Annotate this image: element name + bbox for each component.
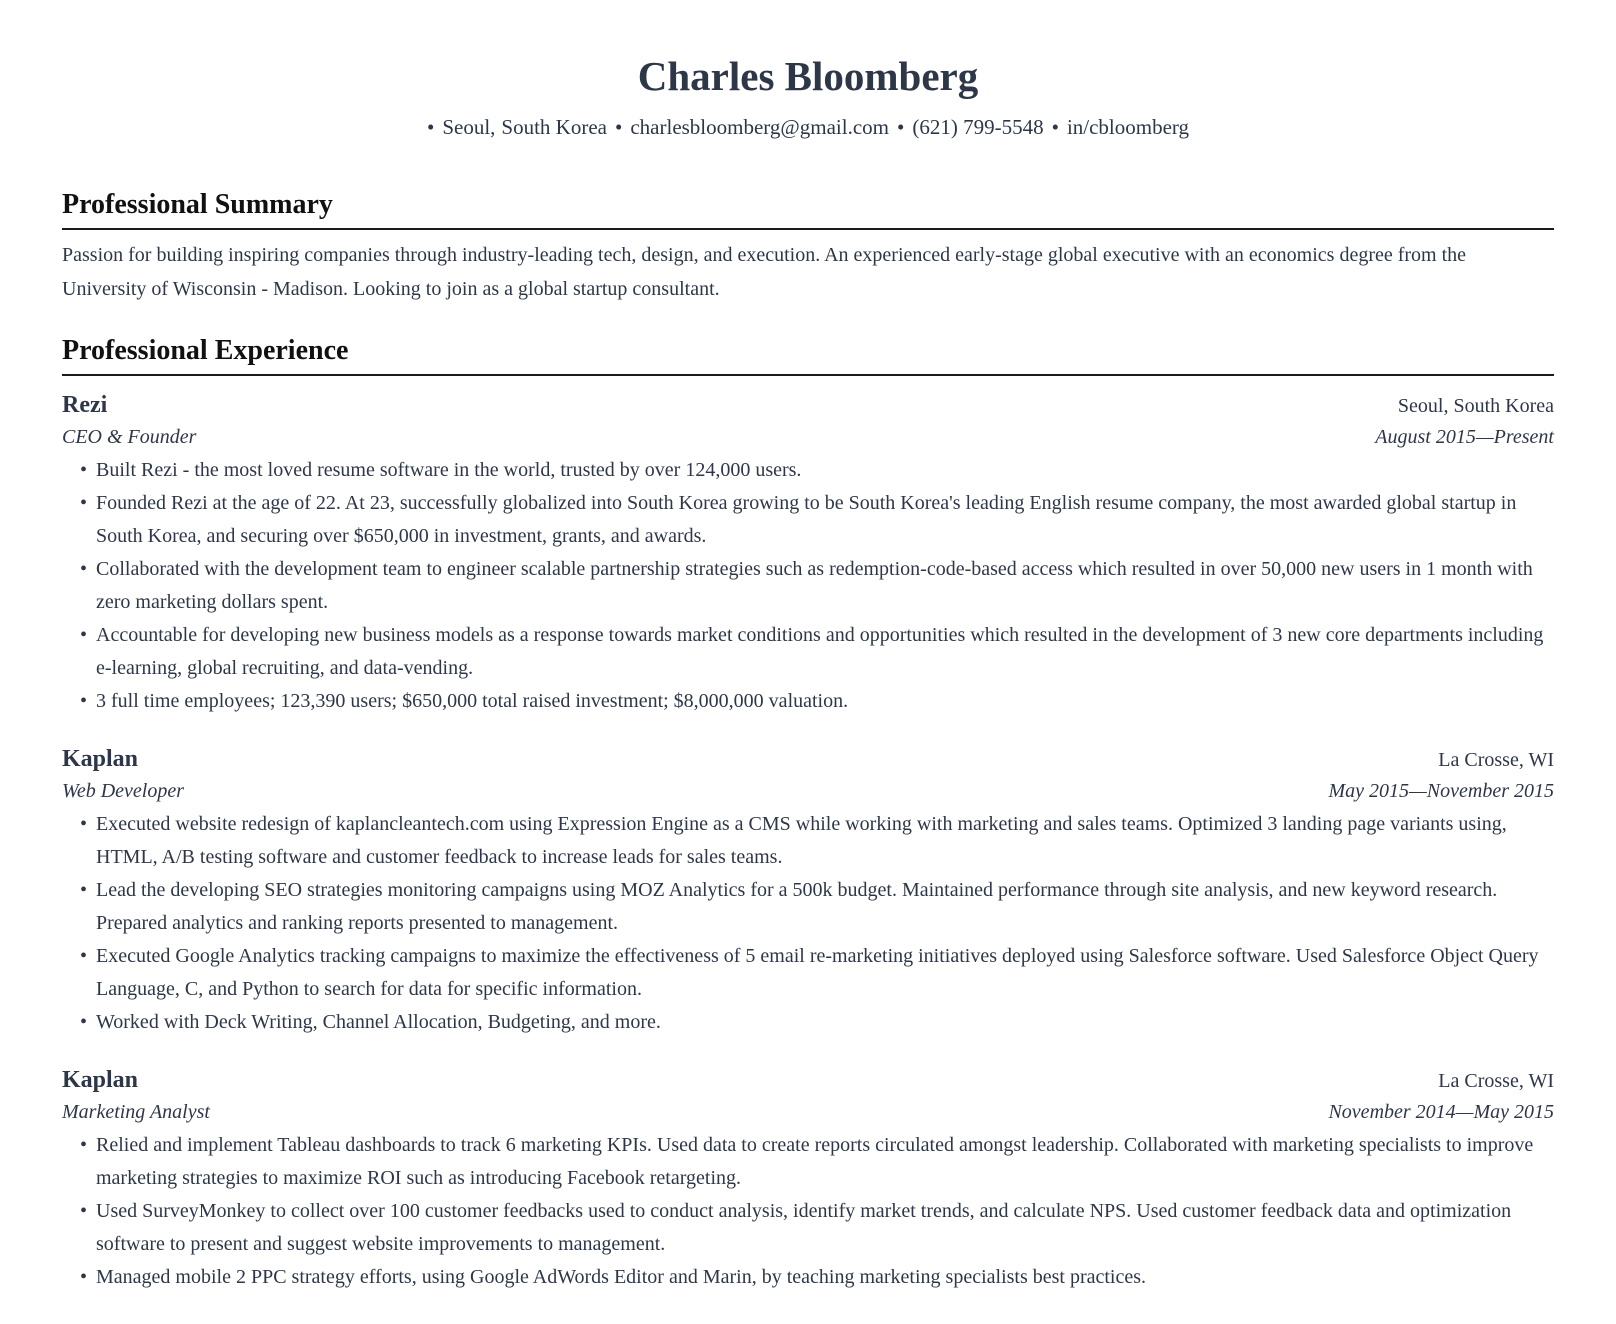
job-bullet: • 3 full time employees; 123,390 users; $650,000 total raised investment; $8,000,000 valuation. — [96, 685, 1554, 718]
job-role-row — [62, 1097, 1554, 1127]
job-bullet: • Relied and implement Tableau dashboards to track 6 marketing KPIs. Used data to create reports circulated amongst leadership. Collaborated with marketing specialists to improve marketing strategies to maximize ROI such as introducing Facebook retargeting. — [96, 1129, 1554, 1195]
contact-country: South Korea — [501, 115, 607, 139]
contact-phone[interactable]: (621) 799-5548 — [912, 115, 1044, 139]
company-name: Rezi — [62, 392, 108, 418]
job-dates: November 2014—May 2015 — [1328, 1101, 1554, 1123]
job-entry — [62, 742, 1554, 1039]
job-bullet: • Executed Google Analytics tracking campaigns to maximize the effectiveness of 5 email re-marketing initiatives deployed using Salesforce software. Used Salesforce Object Query Language, C, and Python to search for data for specific information. — [96, 940, 1554, 1006]
company-name: Kaplan — [62, 746, 139, 772]
candidate-name: Charles Bloomberg — [637, 53, 979, 99]
job-location: Seoul, South Korea — [1397, 395, 1554, 417]
job-header-row — [62, 388, 1554, 422]
job-header-row — [62, 742, 1554, 776]
job-bullet: • Founded Rezi at the age of 22. At 23, successfully globalized into South Korea growing to be South Korea's leading English resume company, the most awarded global startup in South Korea, and securing over $650,000 in investment, grants, and awards. — [96, 487, 1554, 553]
job-bullet-list — [62, 808, 1554, 1039]
job-dates: May 2015—November 2015 — [1328, 780, 1554, 802]
job-header-row — [62, 1063, 1554, 1097]
job-role-row — [62, 422, 1554, 452]
job-bullet: • Collaborated with the development team to engineer scalable partnership strategies such as redemption-code-based access which resulted in over 50,000 new users in 1 month with zero marketing dollars spent. — [96, 553, 1554, 619]
contact-email[interactable]: charlesbloomberg@gmail.com — [630, 115, 889, 139]
contact-line — [62, 112, 1554, 142]
section-title-summary: Professional Summary — [62, 186, 1554, 230]
bullet-separator: • — [614, 115, 623, 139]
job-location: La Crosse, WI — [1438, 1070, 1554, 1092]
job-bullet: • Executed website redesign of kaplancleantech.com using Expression Engine as a CMS while working with marketing and sales teams. Optimized 3 landing page variants using, HTML, A/B testing software and customer feedback to increase leads for sales teams. — [96, 808, 1554, 874]
job-bullet-list — [62, 454, 1554, 718]
job-role: Marketing Analyst — [62, 1101, 210, 1123]
job-bullet-list — [62, 1129, 1554, 1294]
contact-linkedin[interactable]: in/cbloomberg — [1066, 115, 1190, 139]
contact-city: Seoul, — [442, 115, 496, 139]
company-name: Kaplan — [62, 1067, 139, 1093]
job-role: CEO & Founder — [62, 426, 197, 448]
job-role-row — [62, 776, 1554, 806]
summary-section — [62, 186, 1554, 306]
job-bullet: • Accountable for developing new business models as a response towards market conditions and opportunities which resulted in the development of 3 new core departments including e-learning, global recruiting, and data-vending. — [96, 619, 1554, 685]
resume-header — [62, 48, 1554, 142]
job-bullet: • Used SurveyMonkey to collect over 100 customer feedbacks used to conduct analysis, identify market trends, and calculate NPS. Used customer feedback data and optimization software to present and suggest website improvements to management. — [96, 1195, 1554, 1261]
job-entry — [62, 1063, 1554, 1294]
bullet-separator: • — [896, 115, 905, 139]
bullet-separator: • — [1051, 115, 1059, 139]
job-location: La Crosse, WI — [1438, 749, 1554, 771]
experience-section — [62, 332, 1554, 1294]
bullet-separator: • — [426, 115, 435, 139]
job-bullet: • Lead the developing SEO strategies monitoring campaigns using MOZ Analytics for a 500k budget. Maintained performance through site analysis, and new keyword research. Prepared analytics and ranking reports presented to management. — [96, 874, 1554, 940]
section-title-experience: Professional Experience — [62, 332, 1554, 376]
job-dates: August 2015—Present — [1375, 426, 1554, 448]
job-bullet: • Worked with Deck Writing, Channel Allocation, Budgeting, and more. — [96, 1006, 1554, 1039]
job-entry — [62, 388, 1554, 718]
job-bullet: • Built Rezi - the most loved resume software in the world, trusted by over 124,000 users. — [96, 454, 1554, 487]
job-bullet: • Managed mobile 2 PPC strategy efforts, using Google AdWords Editor and Marin, by teaching marketing specialists best practices. — [96, 1261, 1554, 1294]
job-role: Web Developer — [62, 780, 184, 802]
summary-text: Passion for building inspiring companies through industry-leading tech, design, and execution. An experienced early-stage global executive with an economics degree from the University of Wisconsin - Madison. Looking to join as a global startup consultant. — [62, 244, 1467, 300]
